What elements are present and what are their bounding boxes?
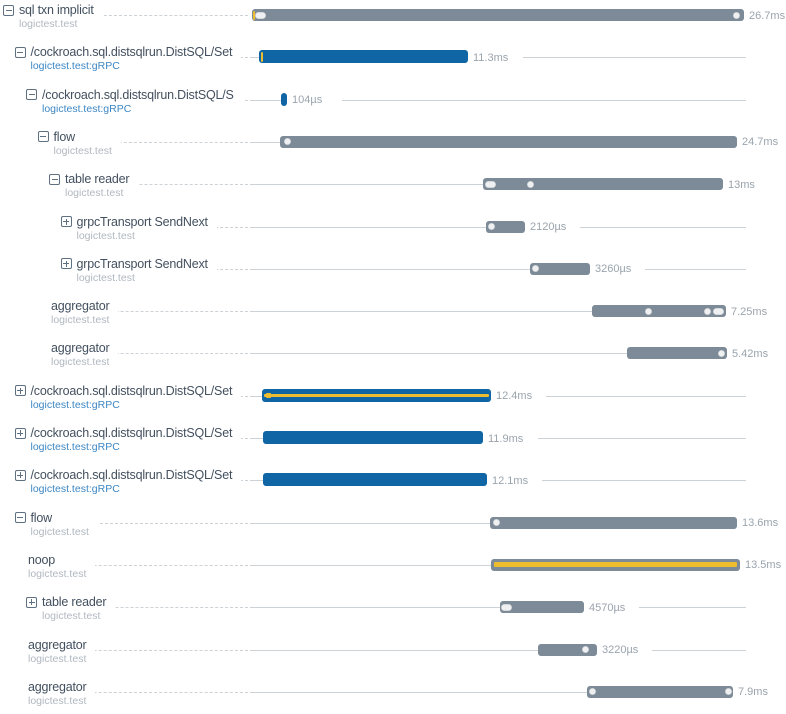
span-duration-label: 11.3ms (473, 51, 509, 64)
span-event-marker[interactable] (485, 181, 496, 188)
span-title-line (26, 595, 106, 609)
span-title[interactable]: sql txn implicit (19, 3, 94, 17)
span-title[interactable]: aggregator (51, 341, 110, 356)
collapse-icon[interactable] (3, 5, 14, 16)
pre-bar-line (250, 692, 587, 693)
expand-icon[interactable] (26, 597, 37, 608)
span-label (15, 426, 242, 453)
span-event-marker[interactable] (718, 350, 725, 357)
span-duration-label: 13.6ms (742, 517, 779, 530)
span-label (61, 257, 217, 284)
span-title[interactable]: /cockroach.sql.distsqlrun.DistSQL/Set (30, 383, 233, 398)
span-row (0, 215, 786, 257)
expand-icon[interactable] (61, 258, 72, 269)
span-duration-label: 26.7ms (749, 9, 786, 22)
span-duration-label: 12.1ms (492, 474, 529, 487)
span-subtitle: logictest.test (76, 229, 135, 242)
span-duration-label: 12.4ms (496, 390, 533, 403)
span-row (0, 88, 786, 130)
expand-icon[interactable] (15, 428, 26, 439)
span-bar[interactable] (252, 9, 744, 21)
span-bar[interactable] (263, 431, 483, 444)
collapse-icon[interactable] (26, 89, 37, 100)
span-event-marker[interactable] (713, 308, 724, 315)
expand-icon[interactable] (15, 385, 26, 396)
span-title[interactable]: grpcTransport SendNext (76, 214, 208, 229)
pre-bar-line (250, 438, 263, 439)
span-row (0, 468, 786, 510)
span-subtitle: logictest.test (53, 144, 112, 157)
span-label (49, 172, 138, 199)
span-duration-label: 3260µs (595, 263, 632, 276)
span-row (0, 384, 786, 426)
span-duration-label: 24.7ms (742, 136, 779, 149)
span-event-marker[interactable] (582, 646, 589, 653)
post-label-line (580, 227, 746, 228)
span-title[interactable]: /cockroach.sql.distsqlrun.DistSQL/Set (30, 45, 233, 60)
span-event-marker[interactable] (488, 223, 495, 230)
span-bar[interactable] (281, 93, 287, 106)
span-title-line (51, 341, 109, 355)
span-label (15, 384, 242, 411)
post-label-line (538, 438, 746, 439)
span-duration-label: 2120µs (530, 221, 567, 233)
span-row (0, 511, 786, 553)
span-row (0, 341, 786, 383)
span-title[interactable]: aggregator (28, 637, 87, 652)
span-subtitle: logictest.test:gRPC (30, 60, 120, 73)
expand-icon[interactable] (61, 216, 72, 227)
span-label (51, 341, 118, 368)
span-event-marker[interactable] (501, 604, 512, 611)
span-title-line (28, 638, 86, 652)
span-title[interactable]: flow (53, 129, 75, 144)
span-bar[interactable] (587, 686, 733, 698)
pre-bar-line (250, 57, 259, 58)
span-label (51, 299, 118, 326)
span-title-line (38, 130, 112, 144)
collapse-icon[interactable] (38, 131, 49, 142)
span-label (38, 130, 121, 157)
pre-bar-line (250, 184, 483, 185)
span-subtitle: logictest.test:gRPC (30, 398, 120, 411)
pre-bar-line (250, 480, 263, 481)
span-bar-highlight-stripe (494, 562, 737, 567)
span-title[interactable]: table reader (42, 595, 107, 610)
span-title-line (61, 257, 208, 271)
collapse-icon[interactable] (15, 47, 26, 58)
pre-bar-line (250, 142, 280, 143)
span-subtitle: logictest.test (28, 567, 87, 580)
expand-icon[interactable] (15, 470, 26, 481)
span-bar[interactable] (490, 517, 737, 529)
pre-bar-line (250, 353, 627, 354)
span-title-line (15, 468, 233, 482)
span-bar[interactable] (627, 347, 727, 359)
span-label (3, 3, 103, 30)
span-event-marker[interactable] (255, 12, 266, 19)
span-bar[interactable] (500, 601, 584, 613)
span-duration-label: 3220µs (602, 644, 639, 656)
span-title[interactable]: flow (30, 510, 52, 525)
span-label (26, 88, 243, 115)
span-subtitle: logictest.test (42, 610, 101, 623)
collapse-icon[interactable] (15, 512, 26, 523)
span-event-marker[interactable] (645, 308, 652, 315)
span-subtitle: logictest.test (51, 356, 110, 369)
span-duration-label: 7.25ms (731, 305, 768, 318)
span-bar[interactable] (259, 50, 468, 63)
span-row (0, 553, 786, 595)
span-subtitle: logictest.test:gRPC (30, 441, 120, 453)
pre-bar-line (250, 607, 500, 608)
post-label-line (652, 650, 746, 651)
span-duration-label: 13.5ms (745, 559, 782, 572)
span-label (28, 553, 95, 580)
span-bar[interactable] (483, 178, 723, 190)
span-subtitle: logictest.test (30, 525, 89, 538)
span-title-line (15, 384, 233, 398)
span-title[interactable]: aggregator (28, 679, 87, 694)
span-duration-label: 11.9ms (488, 432, 524, 445)
pre-bar-line (250, 100, 281, 101)
span-row (0, 595, 786, 637)
post-label-line (542, 480, 746, 481)
span-bar[interactable] (491, 559, 740, 571)
span-bar[interactable] (280, 136, 737, 148)
span-event-marker[interactable] (527, 181, 534, 188)
span-title-line (49, 172, 129, 186)
span-title-line (15, 45, 233, 59)
span-event-marker[interactable] (261, 52, 263, 62)
span-subtitle: logictest.test (76, 271, 135, 284)
span-duration-label: 4570µs (589, 601, 626, 614)
span-subtitle: logictest.test (19, 18, 78, 30)
span-title[interactable]: aggregator (51, 299, 110, 314)
span-subtitle: logictest.test (28, 694, 87, 707)
span-title-line (26, 88, 234, 102)
span-subtitle: logictest.test:gRPC (30, 483, 120, 496)
span-event-marker[interactable] (266, 393, 271, 398)
span-row (0, 3, 786, 45)
span-event-marker[interactable] (532, 265, 539, 272)
span-row (0, 130, 786, 172)
span-row (0, 426, 786, 468)
span-subtitle: logictest.test (28, 652, 87, 665)
span-event-marker[interactable] (704, 308, 711, 315)
span-event-marker[interactable] (725, 688, 732, 695)
span-label (15, 45, 242, 72)
post-label-line (639, 607, 746, 608)
span-label (15, 511, 98, 538)
span-bar-highlight-stripe (264, 394, 489, 397)
span-label (28, 638, 95, 665)
span-row (0, 172, 786, 214)
span-event-marker[interactable] (284, 138, 291, 145)
post-label-line (645, 269, 746, 270)
span-subtitle: logictest.test (65, 187, 124, 200)
span-event-marker[interactable] (733, 12, 740, 19)
span-row (0, 45, 786, 87)
span-title-line (61, 215, 208, 229)
span-duration-label: 13ms (728, 178, 755, 191)
span-bar[interactable] (263, 473, 487, 486)
span-row (0, 257, 786, 299)
span-title-line (3, 3, 94, 17)
pre-bar-line (250, 565, 491, 566)
span-title[interactable]: /cockroach.sql.distsqlrun.DistSQL/Set (30, 468, 233, 483)
pre-bar-line (250, 650, 538, 651)
span-title-line (28, 680, 86, 694)
span-duration-label: 5.42ms (732, 347, 769, 360)
span-duration-label: 104µs (292, 94, 323, 107)
span-title-line (15, 511, 89, 525)
pre-bar-line (250, 396, 262, 397)
span-label (28, 680, 95, 707)
pre-bar-line (250, 523, 490, 524)
span-title-line (15, 426, 233, 440)
span-title[interactable]: table reader (65, 172, 130, 187)
span-title-line (28, 553, 86, 567)
span-row (0, 299, 786, 341)
pre-bar-line (250, 269, 530, 270)
post-label-line (523, 57, 746, 58)
span-bar[interactable] (262, 389, 491, 402)
span-label (15, 468, 242, 495)
collapse-icon[interactable] (49, 174, 60, 185)
post-label-line (546, 396, 746, 397)
span-duration-label: 7.9ms (738, 686, 768, 699)
span-title-line (51, 299, 109, 313)
span-row (0, 638, 786, 680)
span-title[interactable]: /cockroach.sql.distsqlrun.DistSQL/S (42, 87, 234, 102)
span-label (26, 595, 115, 622)
post-label-line (342, 100, 746, 101)
span-event-marker[interactable] (493, 519, 500, 526)
span-subtitle: logictest.test (51, 314, 110, 327)
span-bar[interactable] (530, 263, 590, 275)
span-subtitle: logictest.test:gRPC (42, 102, 132, 115)
span-title[interactable]: grpcTransport SendNext (76, 256, 208, 271)
pre-bar-line (250, 311, 592, 312)
span-title[interactable]: /cockroach.sql.distsqlrun.DistSQL/Set (30, 426, 233, 440)
span-title[interactable]: noop (28, 552, 56, 567)
pre-bar-line (250, 227, 486, 228)
span-label (61, 215, 217, 242)
span-row (0, 680, 786, 714)
span-event-marker[interactable] (589, 688, 596, 695)
